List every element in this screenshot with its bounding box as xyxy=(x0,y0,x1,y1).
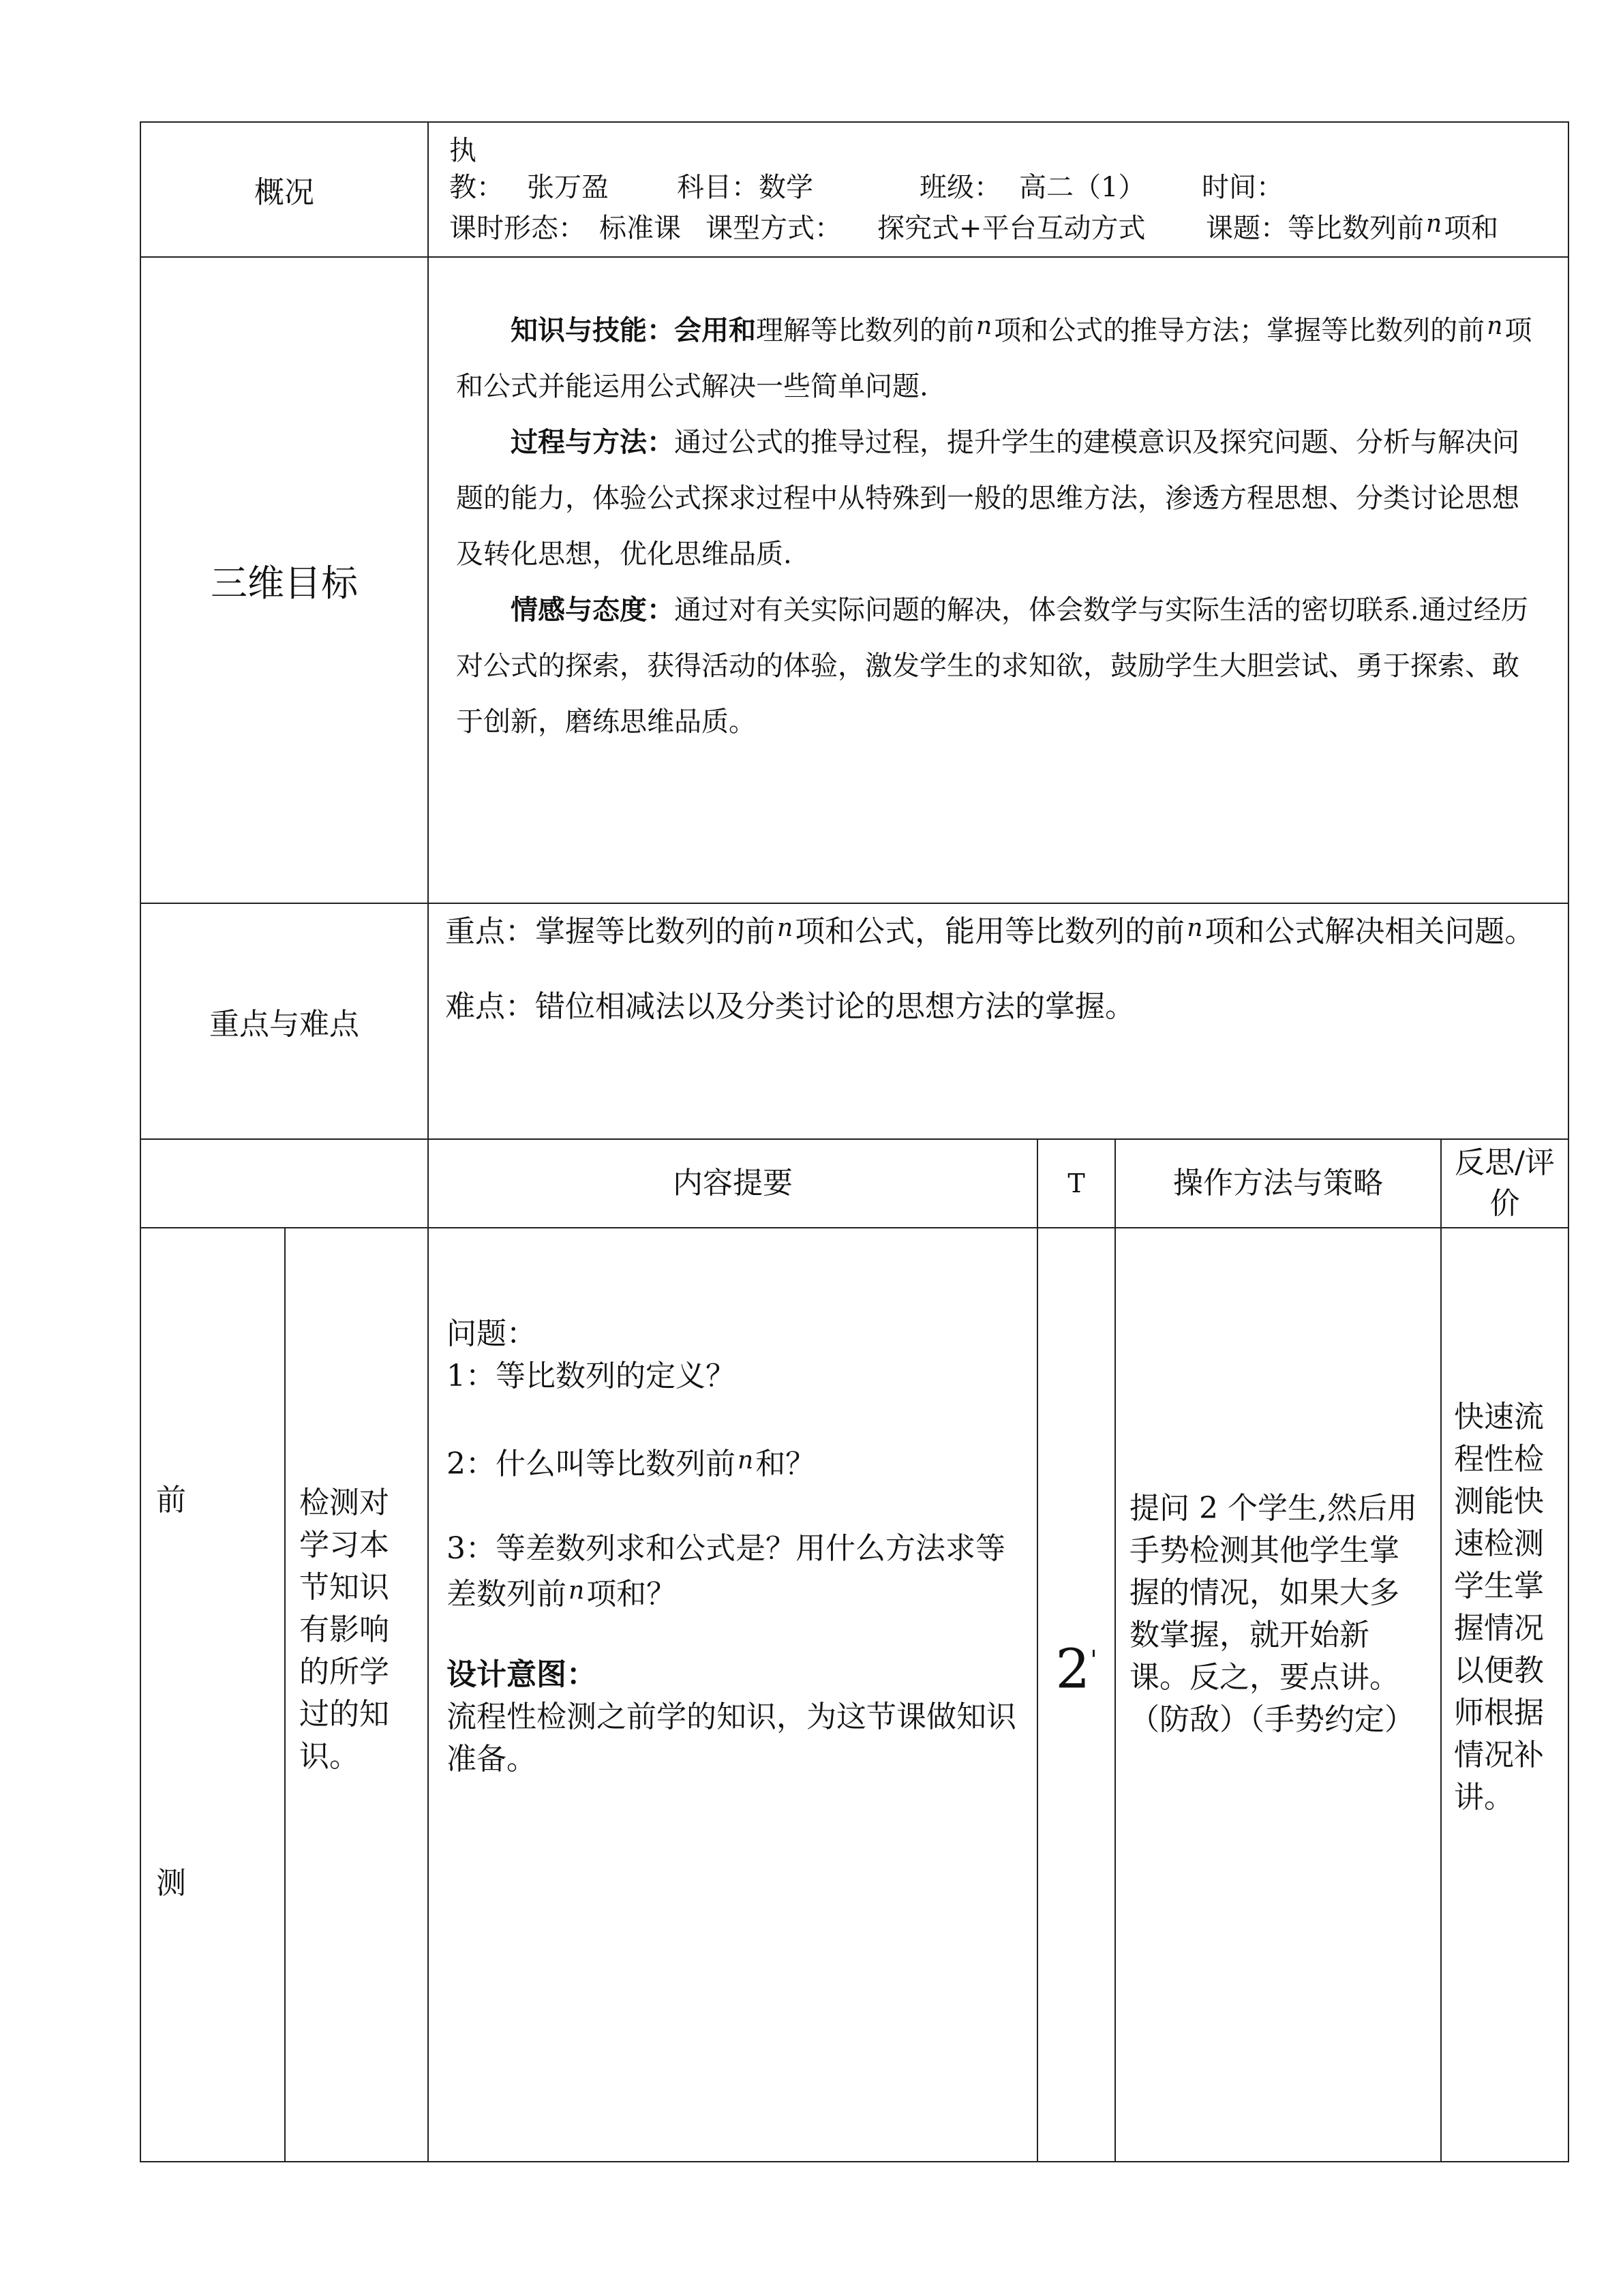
teacher-label: 执教： xyxy=(449,135,504,203)
knowledge-text-2: 项和公式的推导方法；掌握等比数列的前 xyxy=(994,315,1485,346)
topic-tail: 项和 xyxy=(1444,213,1499,244)
time-label: 时间： xyxy=(1202,172,1284,203)
difficulty-point: 难点：错位相减法以及分类讨论的思想方法的掌握。 xyxy=(445,989,1135,1024)
subject: 科目：数学 xyxy=(677,172,813,203)
topic-variable: n xyxy=(1426,210,1442,238)
stage-bottom-char: 测 xyxy=(156,1866,186,1901)
q3-text-a: 3：等差数列求和公式是？用什么方法求等差数列前 xyxy=(446,1531,1005,1612)
design-intent-text: 流程性检测之前学的知识，为这节课做知识准备。 xyxy=(446,1700,1016,1777)
header-reflection: 反思/评价 xyxy=(1441,1139,1568,1228)
question-3 xyxy=(446,1528,1019,1616)
emotion-text: 通过对有关实际问题的解决，体会数学与实际生活的密切联系.通过经历对公式的探索，获得活动的体验，激发学生的求知欲，鼓励学生大胆尝试、勇于探索、敢于创新，磨练思维品质。 xyxy=(456,594,1528,738)
goals-row xyxy=(140,257,1568,903)
topic-value: 等比数列前 xyxy=(1288,213,1424,244)
header-time: T xyxy=(1037,1139,1115,1228)
n-variable: n xyxy=(568,1577,585,1605)
knowledge-text-1: 理解等比数列的前 xyxy=(756,315,974,346)
key-text-2: 项和公式，能用等比数列的前 xyxy=(795,914,1185,949)
n-variable: n xyxy=(1187,914,1203,942)
teacher-name: 张万盈 xyxy=(527,172,609,203)
class-value: 高二（1） xyxy=(1019,172,1146,203)
overview-line-1 xyxy=(449,132,1547,206)
header-method: 操作方法与策略 xyxy=(1115,1139,1441,1228)
key-text-1: 重点：掌握等比数列的前 xyxy=(445,914,775,949)
knowledge-goal xyxy=(456,299,1541,414)
process-text: 通过公式的推导过程，提升学生的建模意识及探究问题、分析与解决问题的能力，体验公式探求过程中从特殊到一般的思维方法，渗透方程思想、分类讨论思想及转化思想，优化思维品质. xyxy=(456,427,1519,570)
table-header-row xyxy=(140,1139,1568,1228)
goals-label: 三维目标 xyxy=(140,257,428,903)
pretest-method: 提问 2 个学生,然后用手势检测其他学生掌握的情况，如果大多数掌握，就开始新课。反之，要点讲。（防敌）（手势约定） xyxy=(1115,1228,1441,2162)
pretest-time-cell xyxy=(1037,1228,1115,2162)
process-goal xyxy=(456,414,1541,582)
type-value: 探究式+平台互动方式 xyxy=(877,213,1146,244)
process-title: 过程与方法： xyxy=(511,427,674,458)
pretest-purpose: 检测对学习本节知识有影响的所学过的知识。 xyxy=(285,1228,428,2162)
class-label: 班级： xyxy=(920,172,1001,203)
key-points-row xyxy=(140,903,1568,1139)
q2-text-b: 和？ xyxy=(755,1447,816,1481)
form-value: 标准课 xyxy=(599,213,681,244)
q2-text-a: 2：什么叫等比数列前 xyxy=(446,1447,735,1481)
question-heading: 问题： xyxy=(446,1316,536,1351)
overview-row xyxy=(140,122,1568,257)
key-points-label: 重点与难点 xyxy=(140,903,428,1139)
pretest-reflection: 快速流程性检测能快速检测学生掌握情况以便教师根据情况补讲。 xyxy=(1441,1228,1568,2162)
type-label: 课型方式： xyxy=(706,213,842,244)
form-label: 课时形态： xyxy=(449,213,586,244)
topic-label: 课题： xyxy=(1206,213,1288,244)
n-variable: n xyxy=(777,914,793,942)
pretest-time-value: 2 xyxy=(1055,1637,1091,1701)
lesson-plan-table xyxy=(140,121,1569,2162)
q3-text-b: 项和？ xyxy=(586,1577,677,1612)
pretest-content xyxy=(428,1228,1037,2162)
overview-label: 概况 xyxy=(140,122,428,257)
knowledge-text-3: 项和公式并能运用公式解决一些简单问题. xyxy=(456,315,1532,402)
emotion-goal xyxy=(456,582,1541,750)
pretest-time-mark: ' xyxy=(1090,1645,1097,1675)
key-text-3: 项和公式解决相关问题。 xyxy=(1204,914,1535,949)
key-point xyxy=(445,907,1551,954)
pretest-row xyxy=(140,1228,1568,2162)
stage-top-char: 前 xyxy=(156,1483,186,1517)
n-variable: n xyxy=(1487,312,1503,340)
emotion-title: 情感与态度： xyxy=(511,594,674,626)
n-variable: n xyxy=(738,1447,754,1475)
knowledge-title: 知识与技能：会用和 xyxy=(511,315,756,346)
pretest-stage-cell xyxy=(140,1228,285,2162)
header-content: 内容提要 xyxy=(428,1139,1037,1228)
goals-content xyxy=(428,257,1568,903)
question-2 xyxy=(446,1440,1019,1485)
overview-line-2 xyxy=(449,206,1547,247)
n-variable: n xyxy=(976,312,992,340)
header-empty-cell xyxy=(140,1139,428,1228)
question-1: 1：等比数列的定义？ xyxy=(446,1359,735,1393)
overview-details xyxy=(428,122,1568,257)
design-intent-title: 设计意图： xyxy=(446,1657,596,1692)
key-points-content xyxy=(428,903,1568,1139)
